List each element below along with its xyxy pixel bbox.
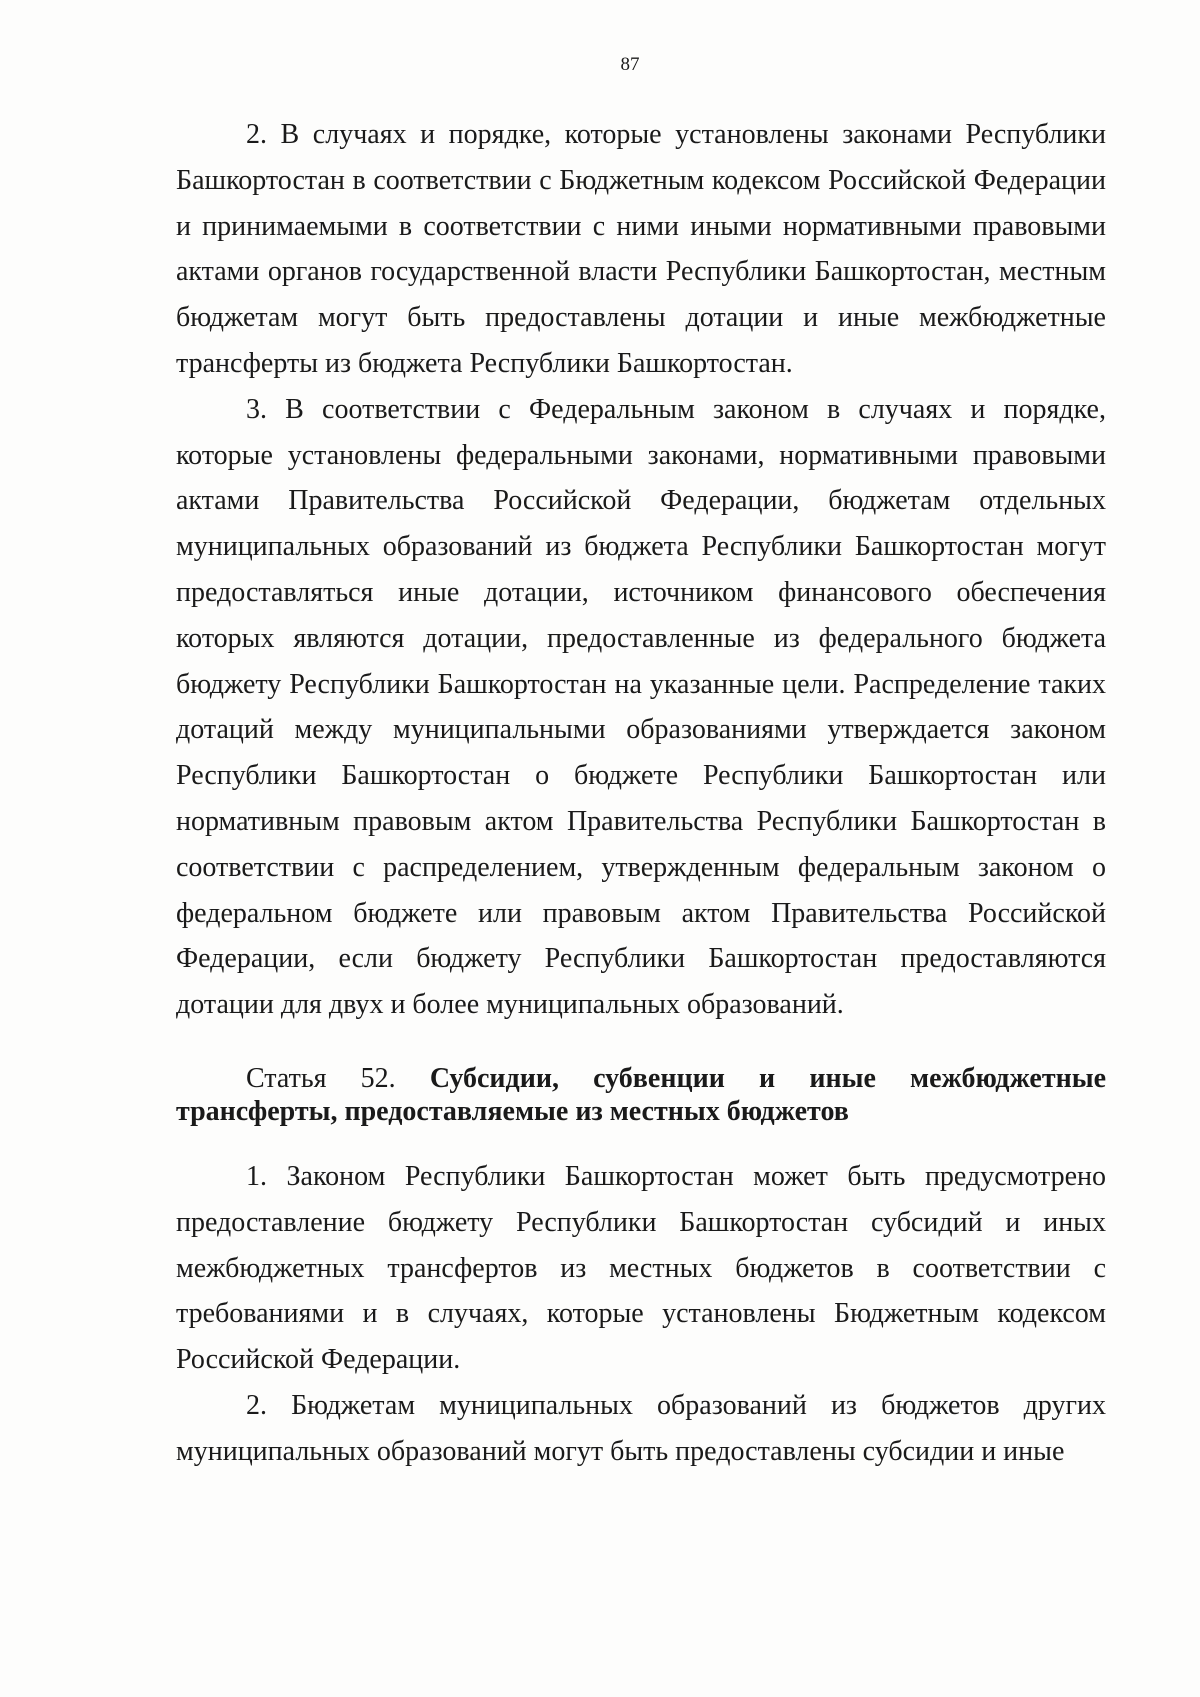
article-label: Статья 52. — [246, 1062, 396, 1094]
article-title: Субсидии, субвенции и иные межбюджетные трансферты, предоставляемые из местных бюджетов — [176, 1062, 1106, 1127]
article-paragraph-1: 1. Законом Республики Башкортостан может быть предусмотрено предоставление бюджету Республики Башкортостан субсидий и иных межбюджетных трансфертов из местных бюджетов в соответствии с требованиями и в случаях, которые установлены Бюджетным кодексом Российской Федерации. — [176, 1160, 1106, 1376]
paragraph-2: 2. В случаях и порядке, которые установлены законами Республики Башкортостан в соответствии с Бюджетным кодексом Российской Федерации и принимаемыми в соответствии с ними иными нормативными правовыми актами органов государственной власти Республики Башкортостан, местным бюджетам могут быть предоставлены дотации и иные межбюджетные трансферты из бюджета Республики Башкортостан. — [176, 119, 1106, 379]
document-body — [176, 112, 1106, 1475]
paragraph-3: 3. В соответствии с Федеральным законом в случаях и порядке, которые установлены федеральными законами, нормативными правовыми актами Правительства Российской Федерации, бюджетам отдельных муниципальных образований из бюджета Республики Башкортостан могут предоставляться иные дотации, источником финансового обеспечения которых являются дотации, предоставленные из федерального бюджета бюджету Республики Башкортостан на указанные цели. Распределение таких дотаций между муниципальными образованиями утверждается законом Республики Башкортостан о бюджете Республики Башкортостан или нормативным правовым актом Правительства Республики Башкортостан в соответствии с распределением, утвержденным федеральным законом о федеральном бюджете или правовым актом Правительства Российской Федерации, если бюджету Республики Башкортостан предоставляются дотации для двух и более муниципальных образований. — [176, 393, 1106, 1021]
article-heading — [176, 1062, 1106, 1128]
article-paragraph-2: 2. Бюджетам муниципальных образований из бюджетов других муниципальных образований могут быть предоставлены субсидии и иные — [176, 1389, 1106, 1467]
page-number: 87 — [620, 54, 640, 75]
